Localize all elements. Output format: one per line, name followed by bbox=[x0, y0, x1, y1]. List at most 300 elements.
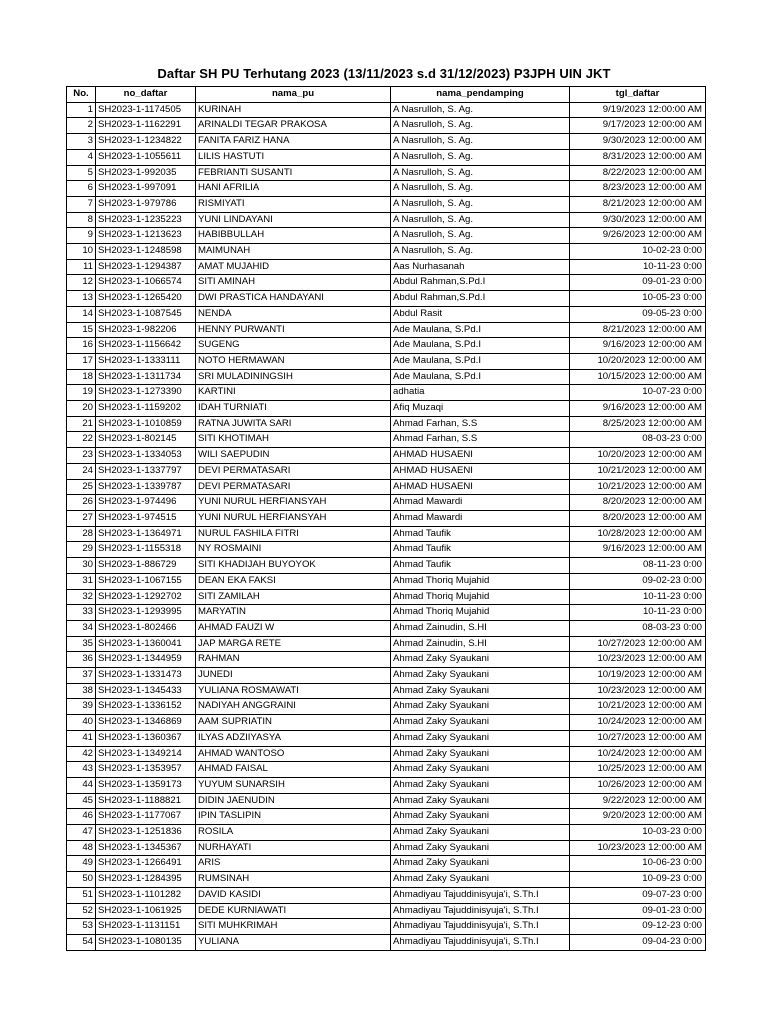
cell-tgl-daftar: 8/20/2023 12:00:00 AM bbox=[570, 495, 706, 511]
cell-no-daftar: SH2023-1-1061925 bbox=[96, 903, 196, 919]
cell-no-daftar: SH2023-1-1248598 bbox=[96, 244, 196, 260]
cell-nama-pu: JUNEDI bbox=[196, 668, 391, 684]
cell-nama-pu: JAP MARGA RETE bbox=[196, 636, 391, 652]
cell-nama-pu: SITI AMINAH bbox=[196, 275, 391, 291]
cell-tgl-daftar: 10/21/2023 12:00:00 AM bbox=[570, 463, 706, 479]
cell-nama-pu: KARTINI bbox=[196, 385, 391, 401]
table-row bbox=[67, 746, 706, 762]
table-row bbox=[67, 636, 706, 652]
table-row bbox=[67, 134, 706, 150]
cell-nama-pu: RUMSINAH bbox=[196, 872, 391, 888]
cell-tgl-daftar: 8/21/2023 12:00:00 AM bbox=[570, 196, 706, 212]
cell-nama-pendamping: Ahmad Farhan, S.S bbox=[391, 416, 570, 432]
cell-tgl-daftar: 10-05-23 0:00 bbox=[570, 291, 706, 307]
table-row bbox=[67, 181, 706, 197]
cell-no-daftar: SH2023-1-1010859 bbox=[96, 416, 196, 432]
cell-nama-pu: NURHAYATI bbox=[196, 840, 391, 856]
cell-no-daftar: SH2023-1-1344959 bbox=[96, 652, 196, 668]
cell-nama-pendamping: Ahmad Zaky Syaukani bbox=[391, 793, 570, 809]
cell-no-daftar: SH2023-1-1336152 bbox=[96, 699, 196, 715]
cell-no: 10 bbox=[67, 244, 96, 260]
cell-nama-pu: MARYATIN bbox=[196, 605, 391, 621]
cell-no-daftar: SH2023-1-1188821 bbox=[96, 793, 196, 809]
cell-tgl-daftar: 9/16/2023 12:00:00 AM bbox=[570, 401, 706, 417]
cell-nama-pu: AHMAD WANTOSO bbox=[196, 746, 391, 762]
cell-tgl-daftar: 10/23/2023 12:00:00 AM bbox=[570, 683, 706, 699]
table-row bbox=[67, 652, 706, 668]
cell-no: 51 bbox=[67, 887, 96, 903]
cell-no-daftar: SH2023-1-1162291 bbox=[96, 118, 196, 134]
cell-nama-pu: YUYUM SUNARSIH bbox=[196, 777, 391, 793]
cell-nama-pendamping: Ahmad Zaky Syaukani bbox=[391, 668, 570, 684]
table-row bbox=[67, 825, 706, 841]
cell-no: 41 bbox=[67, 730, 96, 746]
table-row bbox=[67, 212, 706, 228]
cell-no: 20 bbox=[67, 401, 96, 417]
table-row bbox=[67, 872, 706, 888]
cell-nama-pu: AAM SUPRIATIN bbox=[196, 715, 391, 731]
table-row bbox=[67, 322, 706, 338]
table-row bbox=[67, 589, 706, 605]
cell-no: 18 bbox=[67, 369, 96, 385]
cell-tgl-daftar: 10-02-23 0:00 bbox=[570, 244, 706, 260]
cell-nama-pu: DEVI PERMATASARI bbox=[196, 479, 391, 495]
table-row bbox=[67, 777, 706, 793]
table-row bbox=[67, 668, 706, 684]
cell-tgl-daftar: 9/30/2023 12:00:00 AM bbox=[570, 134, 706, 150]
cell-no-daftar: SH2023-1-1066574 bbox=[96, 275, 196, 291]
cell-no: 16 bbox=[67, 338, 96, 354]
cell-nama-pu: SITI KHOTIMAH bbox=[196, 432, 391, 448]
header-no: No. bbox=[67, 87, 96, 103]
cell-nama-pu: NADIYAH ANGGRAINI bbox=[196, 699, 391, 715]
cell-nama-pendamping: Afiq Muzaqi bbox=[391, 401, 570, 417]
cell-no: 14 bbox=[67, 306, 96, 322]
cell-no-daftar: SH2023-1-992035 bbox=[96, 165, 196, 181]
cell-nama-pu: RAHMAN bbox=[196, 652, 391, 668]
cell-no: 35 bbox=[67, 636, 96, 652]
cell-tgl-daftar: 8/22/2023 12:00:00 AM bbox=[570, 165, 706, 181]
cell-no: 52 bbox=[67, 903, 96, 919]
table-row bbox=[67, 542, 706, 558]
cell-tgl-daftar: 08-03-23 0:00 bbox=[570, 432, 706, 448]
table-row bbox=[67, 699, 706, 715]
cell-nama-pendamping: Ahmad Mawardi bbox=[391, 510, 570, 526]
cell-nama-pu: YUNI NURUL HERFIANSYAH bbox=[196, 495, 391, 511]
cell-nama-pendamping: Ahmad Zaky Syaukani bbox=[391, 746, 570, 762]
table-row bbox=[67, 244, 706, 260]
table-row bbox=[67, 338, 706, 354]
cell-tgl-daftar: 9/26/2023 12:00:00 AM bbox=[570, 228, 706, 244]
cell-no: 9 bbox=[67, 228, 96, 244]
cell-nama-pendamping: Aas Nurhasanah bbox=[391, 259, 570, 275]
cell-no: 37 bbox=[67, 668, 96, 684]
cell-no: 33 bbox=[67, 605, 96, 621]
cell-no: 23 bbox=[67, 448, 96, 464]
cell-nama-pendamping: A Nasrulloh, S. Ag. bbox=[391, 134, 570, 150]
cell-nama-pendamping: A Nasrulloh, S. Ag. bbox=[391, 228, 570, 244]
document-title: Daftar SH PU Terhutang 2023 (13/11/2023 s.d 31/12/2023) P3JPH UIN JKT bbox=[157, 66, 611, 81]
header-nama-pendamping: nama_pendamping bbox=[391, 87, 570, 103]
cell-nama-pendamping: Ade Maulana, S.Pd.I bbox=[391, 369, 570, 385]
cell-no: 2 bbox=[67, 118, 96, 134]
cell-nama-pu: DEDE KURNIAWATI bbox=[196, 903, 391, 919]
table-row bbox=[67, 683, 706, 699]
cell-no-daftar: SH2023-1-1311734 bbox=[96, 369, 196, 385]
cell-no: 53 bbox=[67, 919, 96, 935]
table-row bbox=[67, 793, 706, 809]
cell-tgl-daftar: 10-06-23 0:00 bbox=[570, 856, 706, 872]
cell-nama-pu: WILI SAEPUDIN bbox=[196, 448, 391, 464]
cell-tgl-daftar: 8/25/2023 12:00:00 AM bbox=[570, 416, 706, 432]
cell-nama-pu: HANI AFRILIA bbox=[196, 181, 391, 197]
cell-nama-pu: KURINAH bbox=[196, 102, 391, 118]
cell-no: 45 bbox=[67, 793, 96, 809]
table-row bbox=[67, 620, 706, 636]
cell-tgl-daftar: 10/21/2023 12:00:00 AM bbox=[570, 699, 706, 715]
cell-nama-pu: ILYAS ADZIIYASYA bbox=[196, 730, 391, 746]
cell-no: 19 bbox=[67, 385, 96, 401]
cell-no: 15 bbox=[67, 322, 96, 338]
cell-tgl-daftar: 9/19/2023 12:00:00 AM bbox=[570, 102, 706, 118]
cell-tgl-daftar: 8/20/2023 12:00:00 AM bbox=[570, 510, 706, 526]
cell-no-daftar: SH2023-1-1294387 bbox=[96, 259, 196, 275]
cell-no: 3 bbox=[67, 134, 96, 150]
cell-nama-pendamping: A Nasrulloh, S. Ag. bbox=[391, 244, 570, 260]
cell-no: 7 bbox=[67, 196, 96, 212]
cell-nama-pendamping: Ahmad Mawardi bbox=[391, 495, 570, 511]
table-row bbox=[67, 448, 706, 464]
cell-nama-pu: RISMIYATI bbox=[196, 196, 391, 212]
cell-nama-pu: FANITA FARIZ HANA bbox=[196, 134, 391, 150]
cell-no-daftar: SH2023-1-1292702 bbox=[96, 589, 196, 605]
cell-no-daftar: SH2023-1-1177067 bbox=[96, 809, 196, 825]
cell-nama-pu: YUNI NURUL HERFIANSYAH bbox=[196, 510, 391, 526]
cell-nama-pu: IPIN TASLIPIN bbox=[196, 809, 391, 825]
table-row bbox=[67, 762, 706, 778]
cell-nama-pendamping: Ahmad Zaky Syaukani bbox=[391, 762, 570, 778]
cell-no: 50 bbox=[67, 872, 96, 888]
cell-no-daftar: SH2023-1-1360041 bbox=[96, 636, 196, 652]
cell-no: 28 bbox=[67, 526, 96, 542]
cell-no-daftar: SH2023-1-1155318 bbox=[96, 542, 196, 558]
cell-nama-pendamping: Ahmad Zaky Syaukani bbox=[391, 777, 570, 793]
cell-nama-pendamping: A Nasrulloh, S. Ag. bbox=[391, 212, 570, 228]
cell-tgl-daftar: 9/16/2023 12:00:00 AM bbox=[570, 338, 706, 354]
cell-nama-pendamping: Ahmad Zainudin, S.HI bbox=[391, 620, 570, 636]
cell-tgl-daftar: 9/30/2023 12:00:00 AM bbox=[570, 212, 706, 228]
cell-no: 42 bbox=[67, 746, 96, 762]
cell-no: 40 bbox=[67, 715, 96, 731]
cell-nama-pendamping: Ahmad Thoriq Mujahid bbox=[391, 605, 570, 621]
cell-nama-pendamping: Ahmadiyau Tajuddinisyuja'i, S.Th.I bbox=[391, 919, 570, 935]
cell-no-daftar: SH2023-1-1273390 bbox=[96, 385, 196, 401]
table-row bbox=[67, 306, 706, 322]
cell-no-daftar: SH2023-1-1293995 bbox=[96, 605, 196, 621]
cell-no-daftar: SH2023-1-1345367 bbox=[96, 840, 196, 856]
table-row bbox=[67, 495, 706, 511]
cell-nama-pendamping: Ahmad Farhan, S.S bbox=[391, 432, 570, 448]
cell-no-daftar: SH2023-1-1334053 bbox=[96, 448, 196, 464]
cell-tgl-daftar: 10/23/2023 12:00:00 AM bbox=[570, 652, 706, 668]
cell-nama-pu: DAVID KASIDI bbox=[196, 887, 391, 903]
cell-nama-pendamping: Ade Maulana, S.Pd.I bbox=[391, 338, 570, 354]
cell-no: 5 bbox=[67, 165, 96, 181]
cell-no: 46 bbox=[67, 809, 96, 825]
cell-nama-pu: ARIS bbox=[196, 856, 391, 872]
cell-nama-pu: YULIANA ROSMAWATI bbox=[196, 683, 391, 699]
registration-table bbox=[66, 86, 706, 951]
cell-no-daftar: SH2023-1-1131151 bbox=[96, 919, 196, 935]
cell-nama-pendamping: Ahmad Zaky Syaukani bbox=[391, 840, 570, 856]
cell-no: 43 bbox=[67, 762, 96, 778]
cell-nama-pu: NY ROSMAINI bbox=[196, 542, 391, 558]
cell-no: 17 bbox=[67, 353, 96, 369]
cell-no: 38 bbox=[67, 683, 96, 699]
cell-nama-pu: NENDA bbox=[196, 306, 391, 322]
cell-nama-pendamping: AHMAD HUSAENI bbox=[391, 479, 570, 495]
cell-nama-pu: SITI ZAMILAH bbox=[196, 589, 391, 605]
cell-no: 30 bbox=[67, 558, 96, 574]
cell-nama-pu: YUNI LINDAYANI bbox=[196, 212, 391, 228]
cell-nama-pendamping: A Nasrulloh, S. Ag. bbox=[391, 102, 570, 118]
table-row bbox=[67, 196, 706, 212]
cell-no-daftar: SH2023-1-1349214 bbox=[96, 746, 196, 762]
cell-no: 44 bbox=[67, 777, 96, 793]
table-row bbox=[67, 228, 706, 244]
cell-nama-pendamping: Ahmad Zaky Syaukani bbox=[391, 730, 570, 746]
cell-nama-pendamping: Abdul Rahman,S.Pd.I bbox=[391, 291, 570, 307]
cell-tgl-daftar: 8/31/2023 12:00:00 AM bbox=[570, 149, 706, 165]
table-row bbox=[67, 479, 706, 495]
cell-tgl-daftar: 10/15/2023 12:00:00 AM bbox=[570, 369, 706, 385]
cell-no-daftar: SH2023-1-979786 bbox=[96, 196, 196, 212]
cell-tgl-daftar: 10-11-23 0:00 bbox=[570, 605, 706, 621]
header-no-daftar: no_daftar bbox=[96, 87, 196, 103]
cell-tgl-daftar: 10/20/2023 12:00:00 AM bbox=[570, 353, 706, 369]
cell-no: 54 bbox=[67, 934, 96, 950]
cell-nama-pu: MAIMUNAH bbox=[196, 244, 391, 260]
cell-no-daftar: SH2023-1-1353957 bbox=[96, 762, 196, 778]
cell-no-daftar: SH2023-1-1284395 bbox=[96, 872, 196, 888]
cell-no-daftar: SH2023-1-802145 bbox=[96, 432, 196, 448]
table-row bbox=[67, 809, 706, 825]
cell-no: 1 bbox=[67, 102, 96, 118]
cell-no-daftar: SH2023-1-1080135 bbox=[96, 934, 196, 950]
cell-nama-pendamping: Ahmad Zaky Syaukani bbox=[391, 683, 570, 699]
cell-nama-pendamping: Ahmad Zainudin, S.HI bbox=[391, 636, 570, 652]
cell-no: 29 bbox=[67, 542, 96, 558]
cell-nama-pendamping: Ahmad Taufik bbox=[391, 542, 570, 558]
cell-tgl-daftar: 08-03-23 0:00 bbox=[570, 620, 706, 636]
cell-tgl-daftar: 09-07-23 0:00 bbox=[570, 887, 706, 903]
table-row bbox=[67, 840, 706, 856]
cell-no-daftar: SH2023-1-1067155 bbox=[96, 573, 196, 589]
cell-no: 47 bbox=[67, 825, 96, 841]
cell-no-daftar: SH2023-1-1234822 bbox=[96, 134, 196, 150]
header-nama-pu: nama_pu bbox=[196, 87, 391, 103]
cell-nama-pu: DIDIN JAENUDIN bbox=[196, 793, 391, 809]
cell-tgl-daftar: 09-05-23 0:00 bbox=[570, 306, 706, 322]
cell-tgl-daftar: 9/20/2023 12:00:00 AM bbox=[570, 809, 706, 825]
cell-nama-pu: RATNA JUWITA SARI bbox=[196, 416, 391, 432]
table-row bbox=[67, 291, 706, 307]
table-row bbox=[67, 165, 706, 181]
cell-no: 25 bbox=[67, 479, 96, 495]
cell-nama-pendamping: Ahmad Thoriq Mujahid bbox=[391, 573, 570, 589]
cell-nama-pendamping: Ahmad Zaky Syaukani bbox=[391, 699, 570, 715]
table-row bbox=[67, 887, 706, 903]
table-row bbox=[67, 573, 706, 589]
cell-tgl-daftar: 10/24/2023 12:00:00 AM bbox=[570, 715, 706, 731]
cell-no-daftar: SH2023-1-1333111 bbox=[96, 353, 196, 369]
table-row bbox=[67, 919, 706, 935]
cell-nama-pendamping: Ahmadiyau Tajuddinisyuja'i, S.Th.I bbox=[391, 934, 570, 950]
header-tgl-daftar: tgl_daftar bbox=[570, 87, 706, 103]
cell-tgl-daftar: 10-03-23 0:00 bbox=[570, 825, 706, 841]
cell-no-daftar: SH2023-1-1359173 bbox=[96, 777, 196, 793]
cell-nama-pendamping: Ahmad Zaky Syaukani bbox=[391, 872, 570, 888]
cell-tgl-daftar: 8/21/2023 12:00:00 AM bbox=[570, 322, 706, 338]
cell-no-daftar: SH2023-1-886729 bbox=[96, 558, 196, 574]
cell-no-daftar: SH2023-1-1251836 bbox=[96, 825, 196, 841]
cell-no: 48 bbox=[67, 840, 96, 856]
cell-no: 31 bbox=[67, 573, 96, 589]
cell-nama-pendamping: Ahmad Thoriq Mujahid bbox=[391, 589, 570, 605]
cell-tgl-daftar: 8/23/2023 12:00:00 AM bbox=[570, 181, 706, 197]
table-row bbox=[67, 275, 706, 291]
cell-tgl-daftar: 10/19/2023 12:00:00 AM bbox=[570, 668, 706, 684]
cell-nama-pu: NOTO HERMAWAN bbox=[196, 353, 391, 369]
table-row bbox=[67, 510, 706, 526]
cell-no-daftar: SH2023-1-1159202 bbox=[96, 401, 196, 417]
cell-tgl-daftar: 09-04-23 0:00 bbox=[570, 934, 706, 950]
cell-no: 24 bbox=[67, 463, 96, 479]
cell-nama-pu: DEVI PERMATASARI bbox=[196, 463, 391, 479]
cell-no-daftar: SH2023-1-1213623 bbox=[96, 228, 196, 244]
table-row bbox=[67, 149, 706, 165]
cell-tgl-daftar: 10-09-23 0:00 bbox=[570, 872, 706, 888]
table-body bbox=[67, 102, 706, 950]
cell-no-daftar: SH2023-1-1174505 bbox=[96, 102, 196, 118]
cell-no-daftar: SH2023-1-974515 bbox=[96, 510, 196, 526]
cell-nama-pu: SUGENG bbox=[196, 338, 391, 354]
table-row bbox=[67, 259, 706, 275]
cell-no-daftar: SH2023-1-1055611 bbox=[96, 149, 196, 165]
table-row bbox=[67, 903, 706, 919]
cell-nama-pendamping: A Nasrulloh, S. Ag. bbox=[391, 196, 570, 212]
cell-tgl-daftar: 10/27/2023 12:00:00 AM bbox=[570, 730, 706, 746]
cell-tgl-daftar: 10-11-23 0:00 bbox=[570, 589, 706, 605]
cell-nama-pendamping: Ahmad Zaky Syaukani bbox=[391, 856, 570, 872]
cell-nama-pendamping: Ahmadiyau Tajuddinisyuja'i, S.Th.I bbox=[391, 887, 570, 903]
table-row bbox=[67, 605, 706, 621]
cell-no-daftar: SH2023-1-802466 bbox=[96, 620, 196, 636]
cell-no-daftar: SH2023-1-1339787 bbox=[96, 479, 196, 495]
cell-no-daftar: SH2023-1-997091 bbox=[96, 181, 196, 197]
cell-no: 36 bbox=[67, 652, 96, 668]
cell-no-daftar: SH2023-1-1265420 bbox=[96, 291, 196, 307]
cell-tgl-daftar: 10-11-23 0:00 bbox=[570, 259, 706, 275]
cell-no: 11 bbox=[67, 259, 96, 275]
table-header-row bbox=[67, 87, 706, 103]
table-row bbox=[67, 715, 706, 731]
cell-nama-pu: YULIANA bbox=[196, 934, 391, 950]
cell-nama-pu: HENNY PURWANTI bbox=[196, 322, 391, 338]
cell-tgl-daftar: 08-11-23 0:00 bbox=[570, 558, 706, 574]
cell-nama-pendamping: A Nasrulloh, S. Ag. bbox=[391, 118, 570, 134]
cell-nama-pendamping: A Nasrulloh, S. Ag. bbox=[391, 165, 570, 181]
cell-nama-pu: SITI KHADIJAH BUYOYOK bbox=[196, 558, 391, 574]
cell-nama-pendamping: A Nasrulloh, S. Ag. bbox=[391, 149, 570, 165]
cell-nama-pendamping: Ade Maulana, S.Pd.I bbox=[391, 353, 570, 369]
cell-no: 26 bbox=[67, 495, 96, 511]
cell-no-daftar: SH2023-1-1087545 bbox=[96, 306, 196, 322]
table-row bbox=[67, 416, 706, 432]
table-row bbox=[67, 385, 706, 401]
table-row bbox=[67, 432, 706, 448]
cell-nama-pendamping: A Nasrulloh, S. Ag. bbox=[391, 181, 570, 197]
cell-no-daftar: SH2023-1-1360367 bbox=[96, 730, 196, 746]
cell-no-daftar: SH2023-1-1101282 bbox=[96, 887, 196, 903]
cell-nama-pu: SRI MULADININGSIH bbox=[196, 369, 391, 385]
cell-tgl-daftar: 10/25/2023 12:00:00 AM bbox=[570, 762, 706, 778]
cell-nama-pu: SITI MUHKRIMAH bbox=[196, 919, 391, 935]
cell-no: 27 bbox=[67, 510, 96, 526]
cell-tgl-daftar: 09-01-23 0:00 bbox=[570, 903, 706, 919]
cell-no: 6 bbox=[67, 181, 96, 197]
cell-nama-pu: DWI PRASTICA HANDAYANI bbox=[196, 291, 391, 307]
cell-nama-pu: DEAN EKA FAKSI bbox=[196, 573, 391, 589]
cell-nama-pendamping: Abdul Rahman,S.Pd.I bbox=[391, 275, 570, 291]
cell-no-daftar: SH2023-1-982206 bbox=[96, 322, 196, 338]
cell-no: 21 bbox=[67, 416, 96, 432]
cell-nama-pendamping: Ahmad Taufik bbox=[391, 558, 570, 574]
cell-tgl-daftar: 10/26/2023 12:00:00 AM bbox=[570, 777, 706, 793]
cell-no: 4 bbox=[67, 149, 96, 165]
cell-no: 13 bbox=[67, 291, 96, 307]
cell-nama-pendamping: adhatia bbox=[391, 385, 570, 401]
table-row bbox=[67, 526, 706, 542]
cell-no: 32 bbox=[67, 589, 96, 605]
cell-no-daftar: SH2023-1-1266491 bbox=[96, 856, 196, 872]
cell-nama-pu: HABIBBULLAH bbox=[196, 228, 391, 244]
cell-no-daftar: SH2023-1-1364971 bbox=[96, 526, 196, 542]
table-row bbox=[67, 856, 706, 872]
cell-no-daftar: SH2023-1-1156642 bbox=[96, 338, 196, 354]
cell-tgl-daftar: 10-07-23 0:00 bbox=[570, 385, 706, 401]
cell-nama-pendamping: Abdul Rasit bbox=[391, 306, 570, 322]
cell-nama-pu: AHMAD FAUZI W bbox=[196, 620, 391, 636]
cell-tgl-daftar: 10/23/2023 12:00:00 AM bbox=[570, 840, 706, 856]
cell-nama-pendamping: Ahmad Zaky Syaukani bbox=[391, 825, 570, 841]
table-row bbox=[67, 369, 706, 385]
cell-no-daftar: SH2023-1-974496 bbox=[96, 495, 196, 511]
cell-nama-pendamping: AHMAD HUSAENI bbox=[391, 448, 570, 464]
cell-tgl-daftar: 09-02-23 0:00 bbox=[570, 573, 706, 589]
cell-nama-pendamping: Ahmad Zaky Syaukani bbox=[391, 652, 570, 668]
cell-no-daftar: SH2023-1-1235223 bbox=[96, 212, 196, 228]
cell-no: 39 bbox=[67, 699, 96, 715]
cell-nama-pu: ARINALDI TEGAR PRAKOSA bbox=[196, 118, 391, 134]
cell-no: 22 bbox=[67, 432, 96, 448]
cell-no-daftar: SH2023-1-1346869 bbox=[96, 715, 196, 731]
cell-no-daftar: SH2023-1-1345433 bbox=[96, 683, 196, 699]
table-row bbox=[67, 401, 706, 417]
cell-nama-pu: AMAT MUJAHID bbox=[196, 259, 391, 275]
cell-nama-pendamping: AHMAD HUSAENI bbox=[391, 463, 570, 479]
cell-tgl-daftar: 9/17/2023 12:00:00 AM bbox=[570, 118, 706, 134]
